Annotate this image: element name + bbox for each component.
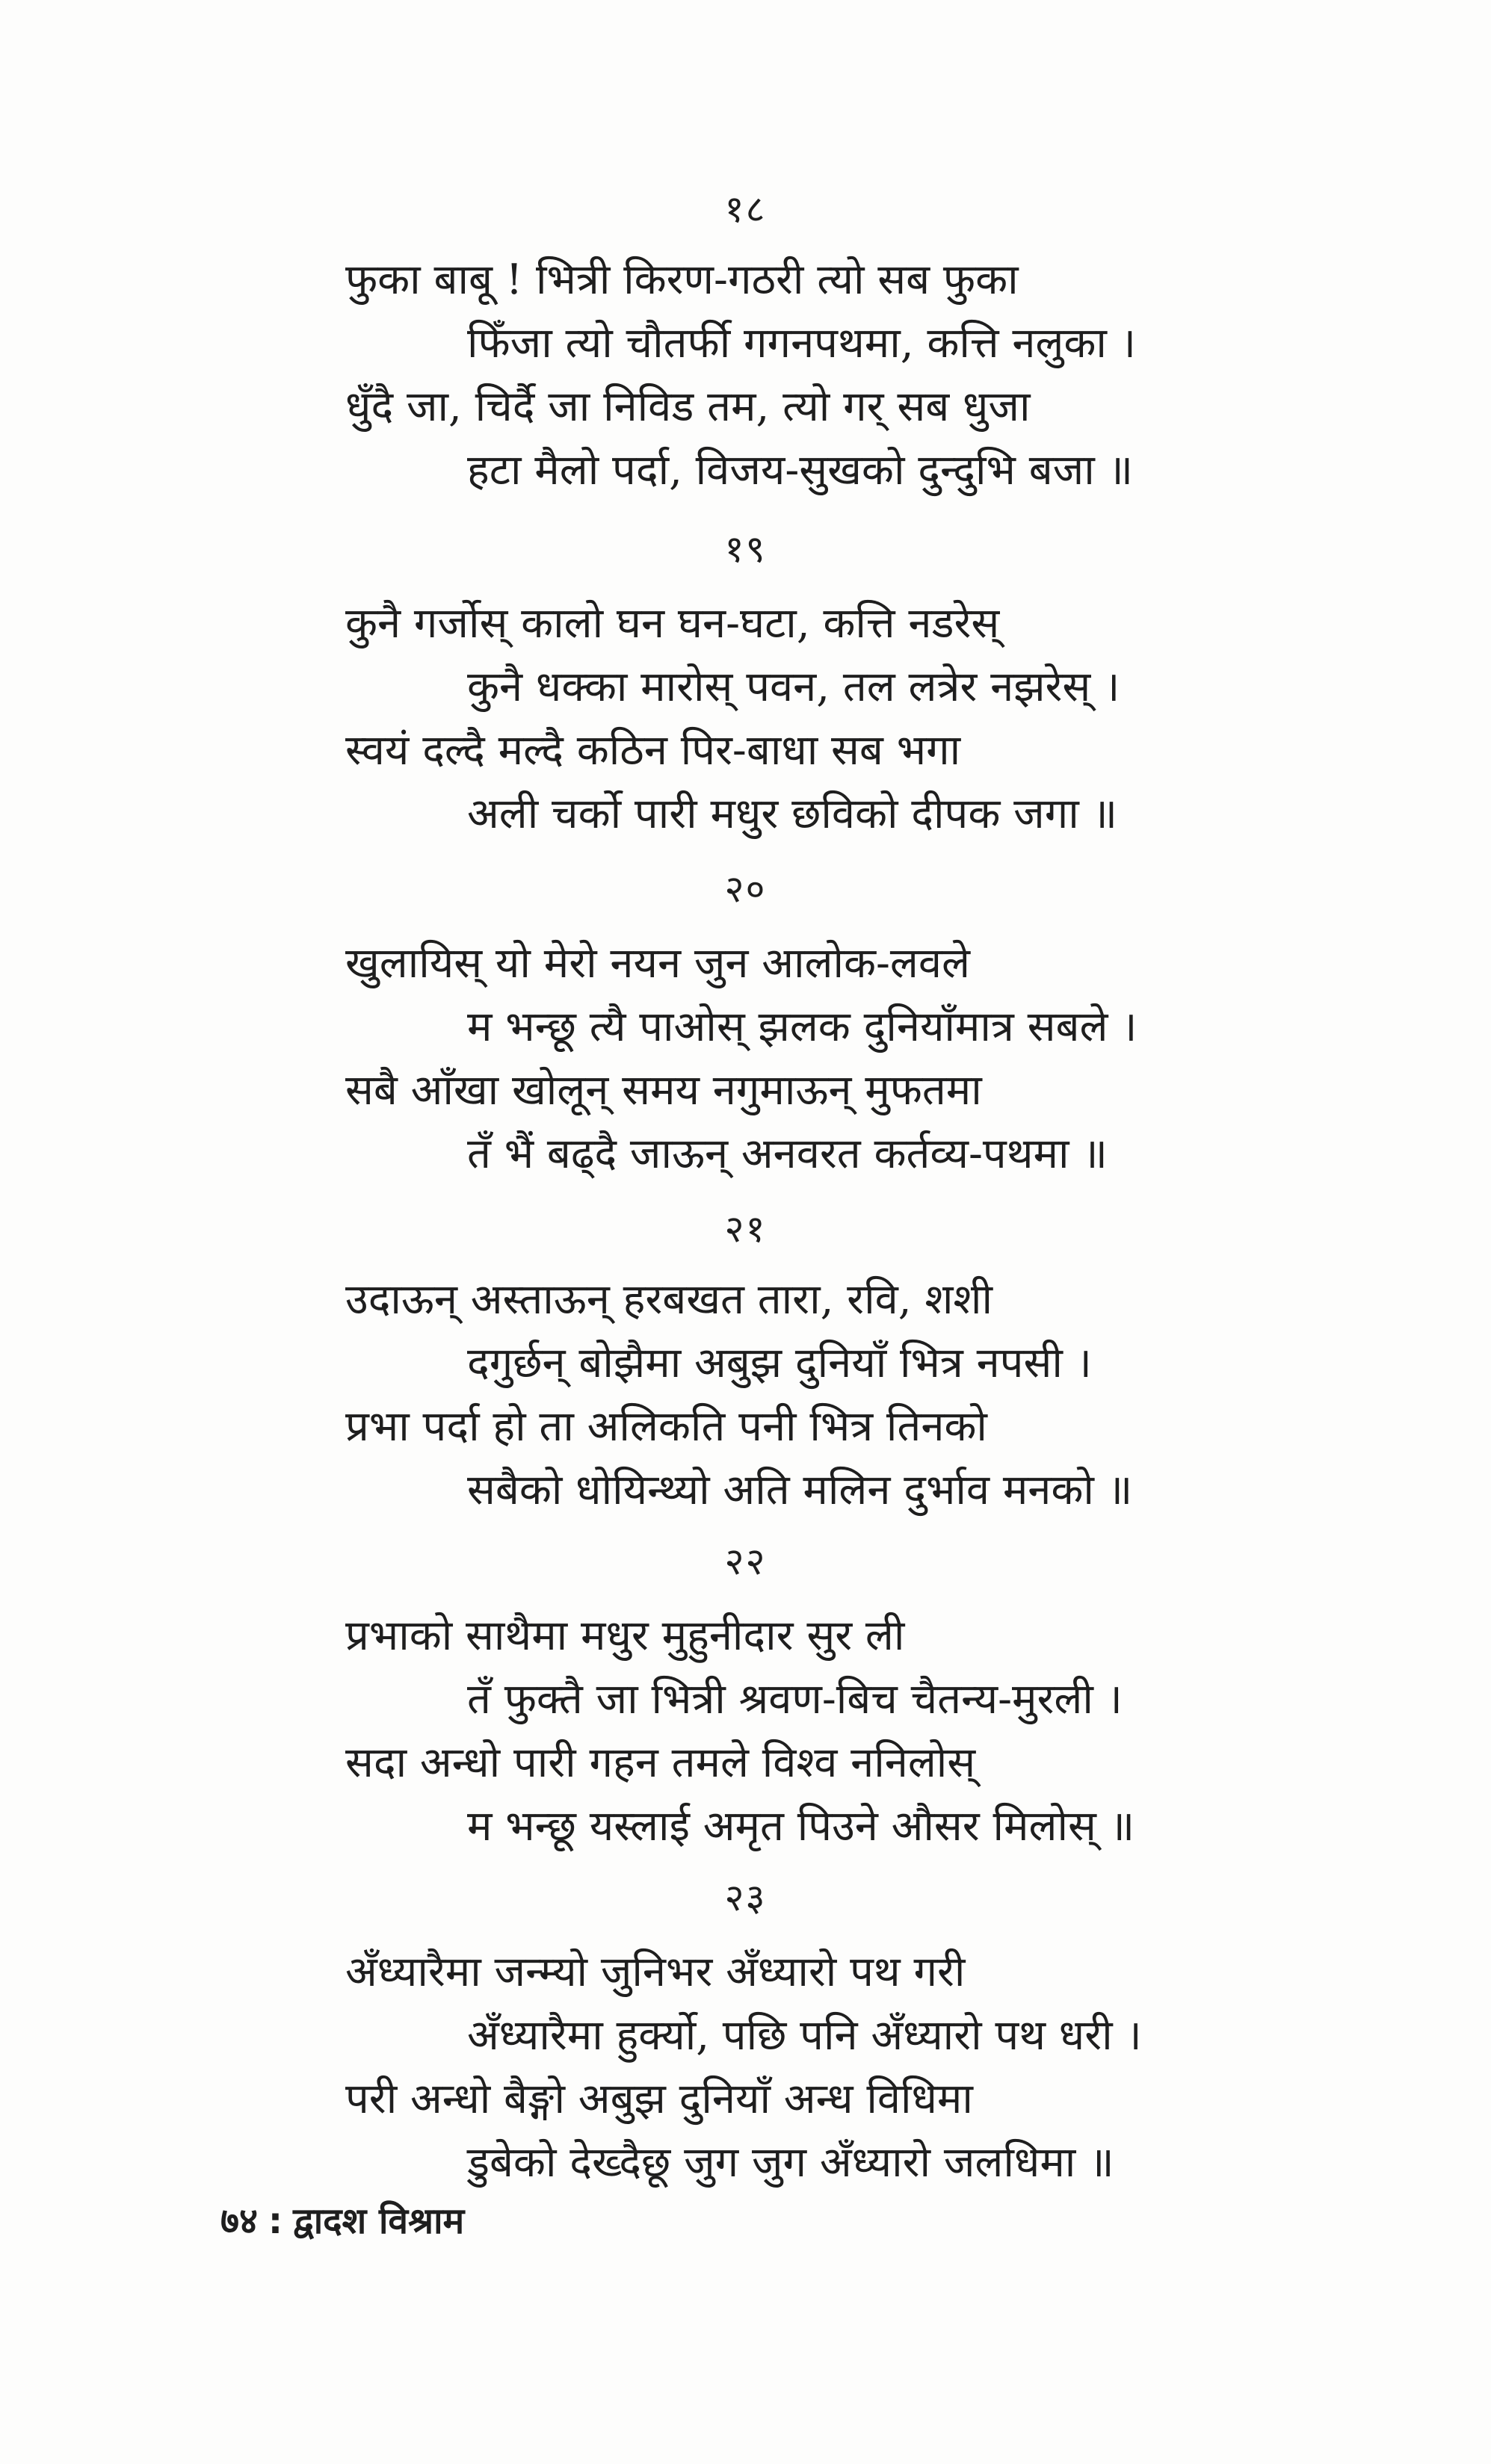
verse-line: फिँजा त्यो चौतर्फी गगनपथमा, कत्ति नलुका । [467,319,1136,368]
stanza-number: २१ [724,1207,767,1251]
verse-line: उदाऊन् अस्ताऊन् हरबखत तारा, रवि, शशी [345,1275,993,1324]
verse-line: सबै आँखा खोलून् समय नगुमाऊन् मुफतमा [345,1066,982,1115]
verse-line: स्वयं दल्दै मल्दै कठिन पिर-बाधा सब भगा [345,726,961,775]
verse-line: प्रभा पर्दा हो ता अलिकति पनी भित्र तिनको [345,1402,987,1451]
verse-line: तँ फुक्तै जा भित्री श्रवण-बिच चैतन्य-मुरली । [467,1675,1123,1724]
verse-line: फुका बाबू ! भित्री किरण-गठरी त्यो सब फुका [345,256,1019,304]
verse-line: तँ भैं बढ्दै जाऊन् अनवरत कर्तव्य-पथमा ॥ [467,1130,1108,1178]
stanza-number: १८ [724,188,767,231]
page-number: ७४ [220,2200,258,2242]
verse-line: म भन्छू यस्लाई अमृत पिउने औसर मिलोस् ॥ [467,1802,1135,1851]
stanza-number: १९ [724,527,767,571]
verse-line: परी अन्धो बैङ्गो अबुझ दुनियाँ अन्ध विधिमा [345,2075,973,2123]
stanza-number: २० [724,867,767,911]
footer-separator: : [268,2200,283,2242]
verse-line: सदा अन्धो पारी गहन तमले विश्व ननिलोस् [345,1739,976,1787]
verse-line: म भन्छू त्यै पाओस् झलक दुनियाँमात्र सबले । [467,1003,1137,1051]
book-title: द्वादश विश्राम [293,2200,465,2242]
verse-line: खुलायिस् यो मेरो नयन जुन आलोक-लवले [345,939,970,988]
verse-line: सबैको धोयिन्थ्यो अति मलिन दुर्भाव मनको ॥ [467,1466,1133,1514]
verse-line: अली चर्को पारी मधुर छविको दीपक जगा ॥ [467,790,1118,838]
verse-line: दगुर्छन् बोझैमा अबुझ दुनियाँ भित्र नपसी । [467,1339,1092,1387]
verse-line: अँध्यारैमा जन्म्यो जुनिभर अँध्यारो पथ गरी [345,1948,966,1996]
verse-line: प्रभाको साथैमा मधुर मुहुनीदार सुर ली [345,1612,905,1660]
verse-line: डुबेको देख्दैछू जुग जुग अँध्यारो जलधिमा ॥ [467,2138,1114,2187]
verse-line: कुनै धक्का मारोस् पवन, तल लत्रेर नझरेस् । [467,663,1120,711]
stanza-number: २३ [724,1876,767,1919]
stanza-number: २२ [724,1540,767,1583]
page-footer [220,2195,464,2247]
verse-line: कुनै गर्जोस् कालो घन घन-घटा, कत्ति नडरेस् [345,599,1000,648]
verse-line: धुँदै जा, चिर्दै जा निविड तम, त्यो गर् सब धुजा [345,383,1031,431]
verse-line: अँध्यारैमा हुर्क्यो, पछि पनि अँध्यारो पथ धरी । [467,2011,1142,2060]
verse-line: हटा मैलो पर्दा, विजय-सुखको दुन्दुभि बजा ॥ [467,446,1134,495]
